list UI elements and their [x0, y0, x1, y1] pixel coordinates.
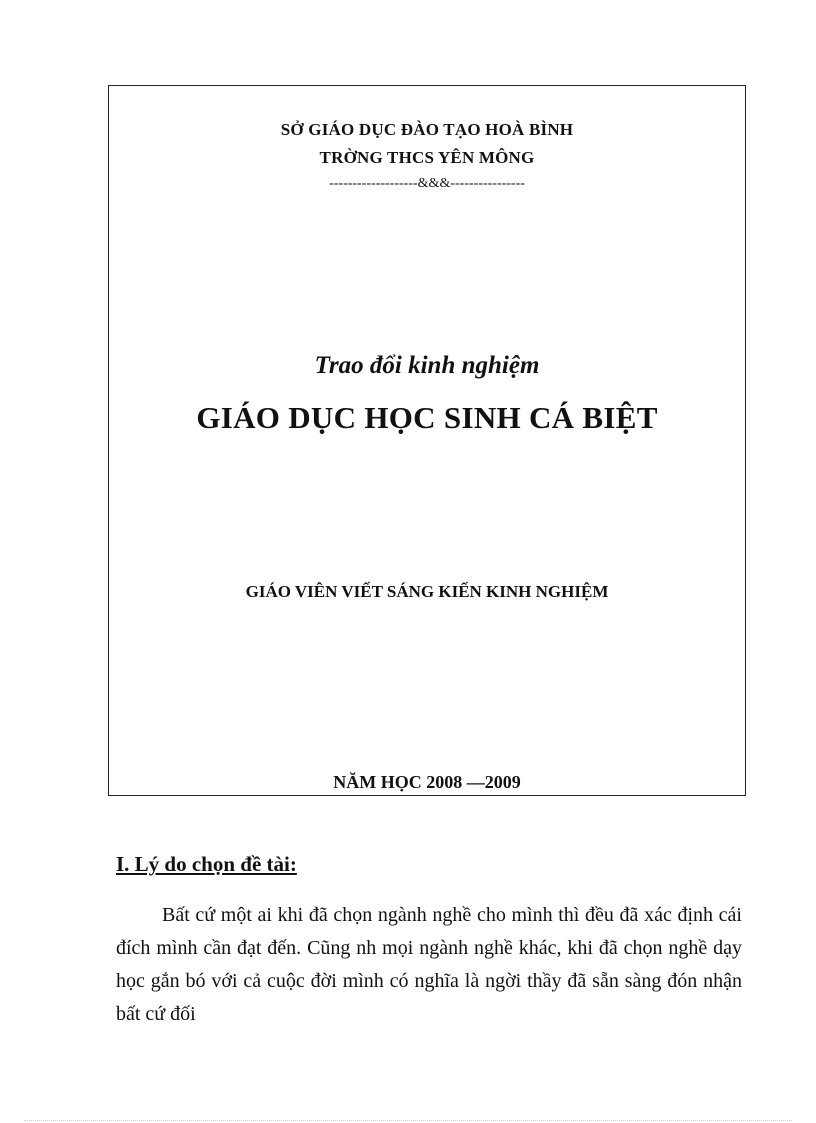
cover-subtitle: Trao đổi kinh nghiệm	[314, 352, 540, 379]
body-paragraph: Bất cứ một ai khi đã chọn ngành nghề cho mình thì đều đã xác định cái đích mình cần đạt đến. Cũng nh mọi ngành nghề khác, khi đã chọn nghề dạy học gắn bó với cả cuộc đời mình có nghĩa là ngời thầy đã sẵn sàng đón nhận bất cứ đối	[116, 904, 742, 1025]
department-name: SỞ GIÁO DỤC ĐÀO TẠO HOÀ BÌNH	[280, 120, 574, 139]
page-bottom-edge	[24, 1120, 792, 1121]
school-year: NĂM HỌC 2008 —2009	[333, 772, 521, 792]
school-name: TRỜNG THCS YÊN MÔNG	[319, 148, 535, 167]
cover-frame	[108, 85, 746, 796]
author-line: GIÁO VIÊN VIẾT SÁNG KIẾN KINH NGHIỆM	[245, 582, 609, 601]
cover-title: GIÁO DỤC HỌC SINH CÁ BIỆT	[196, 400, 658, 435]
section-heading: I. Lý do chọn đề tài:	[116, 852, 297, 876]
decorative-divider: -------------------&&&----------------	[329, 176, 525, 191]
